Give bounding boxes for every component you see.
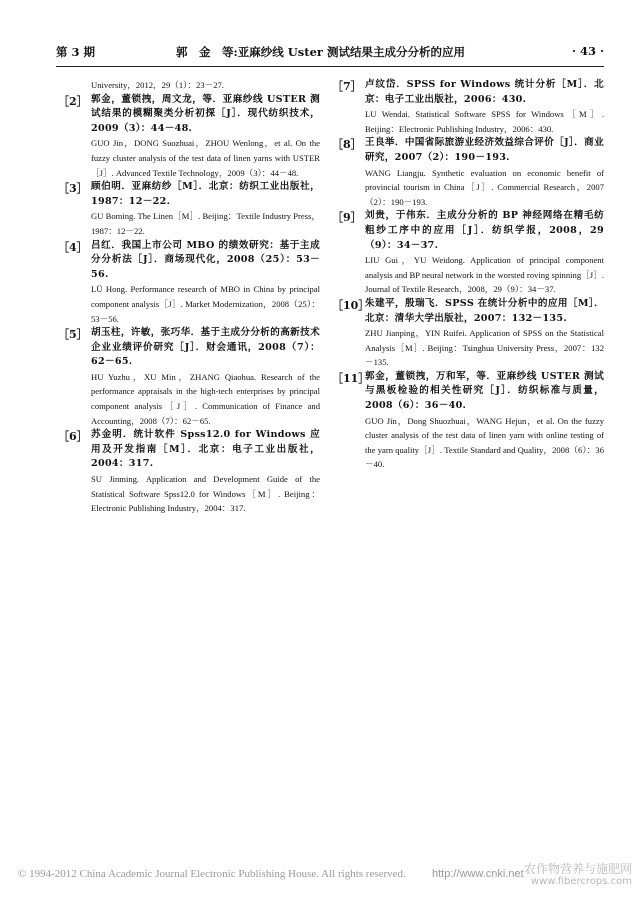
reference-number: ［7］ [332,80,362,93]
reference-number: ［2］ [58,94,88,108]
reference-entry [58,239,320,327]
reference-text-english: GU Boming. The Linen［M］. Beijing：Textile Industry Press，1987：12－22. [91,211,320,236]
reference-text-english: HU Yuzhu，XU Min，ZHANG Qiaohua. Research of the performance appraisals in the high-tech enterprises by principal component analysis［J］. Communication of Finance and Accounting，2008（7）：62－65. [91,371,320,426]
reference-text-chinese: 刘贵，于伟东．主成分分析的 BP 神经网络在精毛纺粗纱工序中的应用［J］．纺织学报，2008，29（9）：34－37. [365,210,604,251]
reference-entry [58,93,320,181]
reference-number: ［10］ [332,298,370,312]
reference-number: ［4］ [58,240,88,254]
reference-entry [332,136,604,209]
reference-text-chinese: 苏金明．统计软件 Spss12.0 for Windows 应用及开发指南［M］．北京：电子工业出版社，2004：317. [91,429,320,470]
reference-number: ［9］ [332,211,362,225]
reference-text-chinese: 吕红．我国上市公司 MBO 的绩效研究：基于主成分分析法［J］．商场现代化，2008（25）：53－56. [91,239,320,280]
watermark-cn: 农作物营养与施肥网 [523,862,632,876]
reference-text-chinese: 卢纹岱．SPSS for Windows 统计分析［M］．北京：电子工业出版社，2006：430. [365,79,604,105]
reference-text-chinese: 胡玉柱，许敏，张巧华．基于主成分分析的高新技术企业业绩评价研究［J］．财会通讯，2008（7）：62－65. [91,327,320,368]
reference-entry [58,78,320,93]
reference-text-english: LÜ Hong. Performance research of MBO in China by principal component analysis［J］. Market Modernization，2008（25）：53－56. [91,284,320,324]
references-left-column [58,78,320,516]
reference-number: ［3］ [58,182,88,196]
site-watermark [514,862,632,888]
header-divider [56,66,604,67]
reference-number: ［11］ [332,371,370,385]
copyright-footer: © 1994-2012 China Academic Journal Electronic Publishing House. All rights reserved. [18,868,406,880]
reference-entry [58,180,320,238]
reference-entry [332,297,604,370]
reference-text-english: GUO Jin，Dong Shuozhuai，WANG Hejun，et al. On the fuzzy cluster analysis of the test data of linen yarn with online testing of the yarn quality［J］. Textile Standard and Quality，2008（6）：36－40. [365,415,604,470]
reference-text-english: GUO Jin，DONG Suozhuai，ZHOU Wenlong，et al. On the fuzzy cluster analysis of the test data of linen yarns with USTER［J］. Advanced Textile Technology，2009（3）：44－48. [91,138,320,178]
reference-text-chinese: 朱建平，殷瑞飞．SPSS 在统计分析中的应用［M］．北京：清华大学出版社，2007：132－135. [365,297,604,324]
reference-text-english: University，2012，29（1）：23－27. [91,80,224,90]
reference-text-english: WANG Liangju. Synthetic evaluation on economic benefit of provincial tourism in China［J］. Commercial Research，2007（2）：190－193. [365,167,604,207]
reference-entry [332,370,604,472]
reference-entry [58,326,320,428]
reference-entry [332,209,604,297]
reference-text-english: ZHU Jianping，YIN Ruifei. Application of SPSS on the Statistical Analysis［M］. Beijing：Tsinghua University Press，2007：132－135. [365,328,604,368]
reference-text-english: SU Jinming. Application and Development Guide of the Statistical Software Spss12.0 for Windows［M］. Beijing：Electronic Publishing Industry，2004：317. [91,474,320,514]
cnki-link[interactable]: http://www.cnki.net [432,868,524,880]
reference-text-chinese: 郭金，董锁拽，万和军，等．亚麻纱线 USTER 测试与黑板检验的相关性研究［J］．纺织标准与质量，2008（6）：36－40. [365,370,604,412]
watermark-url: www.fibercrops.com [530,876,632,887]
reference-number: ［5］ [58,328,88,342]
reference-number: ［8］ [332,138,362,152]
reference-text-chinese: 顾伯明．亚麻纺纱［M］．北京：纺织工业出版社，1987：12－22. [91,181,320,207]
reference-text-english: LIU Gui，YU Weidong. Application of principal component analysis and BP neural network in the worsted roving spinning［J］. Journal of Textile Research，2008，29（9）：34－37. [365,255,604,295]
reference-entry [332,78,604,136]
references-right-column [332,78,604,472]
page-header [56,44,604,62]
page-number: · 43 · [571,44,604,58]
issue-number: 第 3 期 [56,45,96,59]
reference-number: ［6］ [58,430,88,444]
reference-text-chinese: 郭金，董锁拽，周文龙，等．亚麻纱线 USTER 测试结果的模糊聚类分析初探［J］．现代纺织技术，2009（3）：44－48. [91,93,320,134]
reference-entry [58,428,320,516]
reference-text-chinese: 王良举．中国省际旅游业经济效益综合评价［J］．商业研究，2007（2）：190－193. [365,137,604,163]
running-title: 郭 金 等:亚麻纱线 Uster 测试结果主成分分析的应用 [176,45,465,59]
reference-text-english: LU Wendai. Statistical Software SPSS for Windows［M］. Beijing：Electronic Publishing Industry，2006：430. [365,109,604,134]
